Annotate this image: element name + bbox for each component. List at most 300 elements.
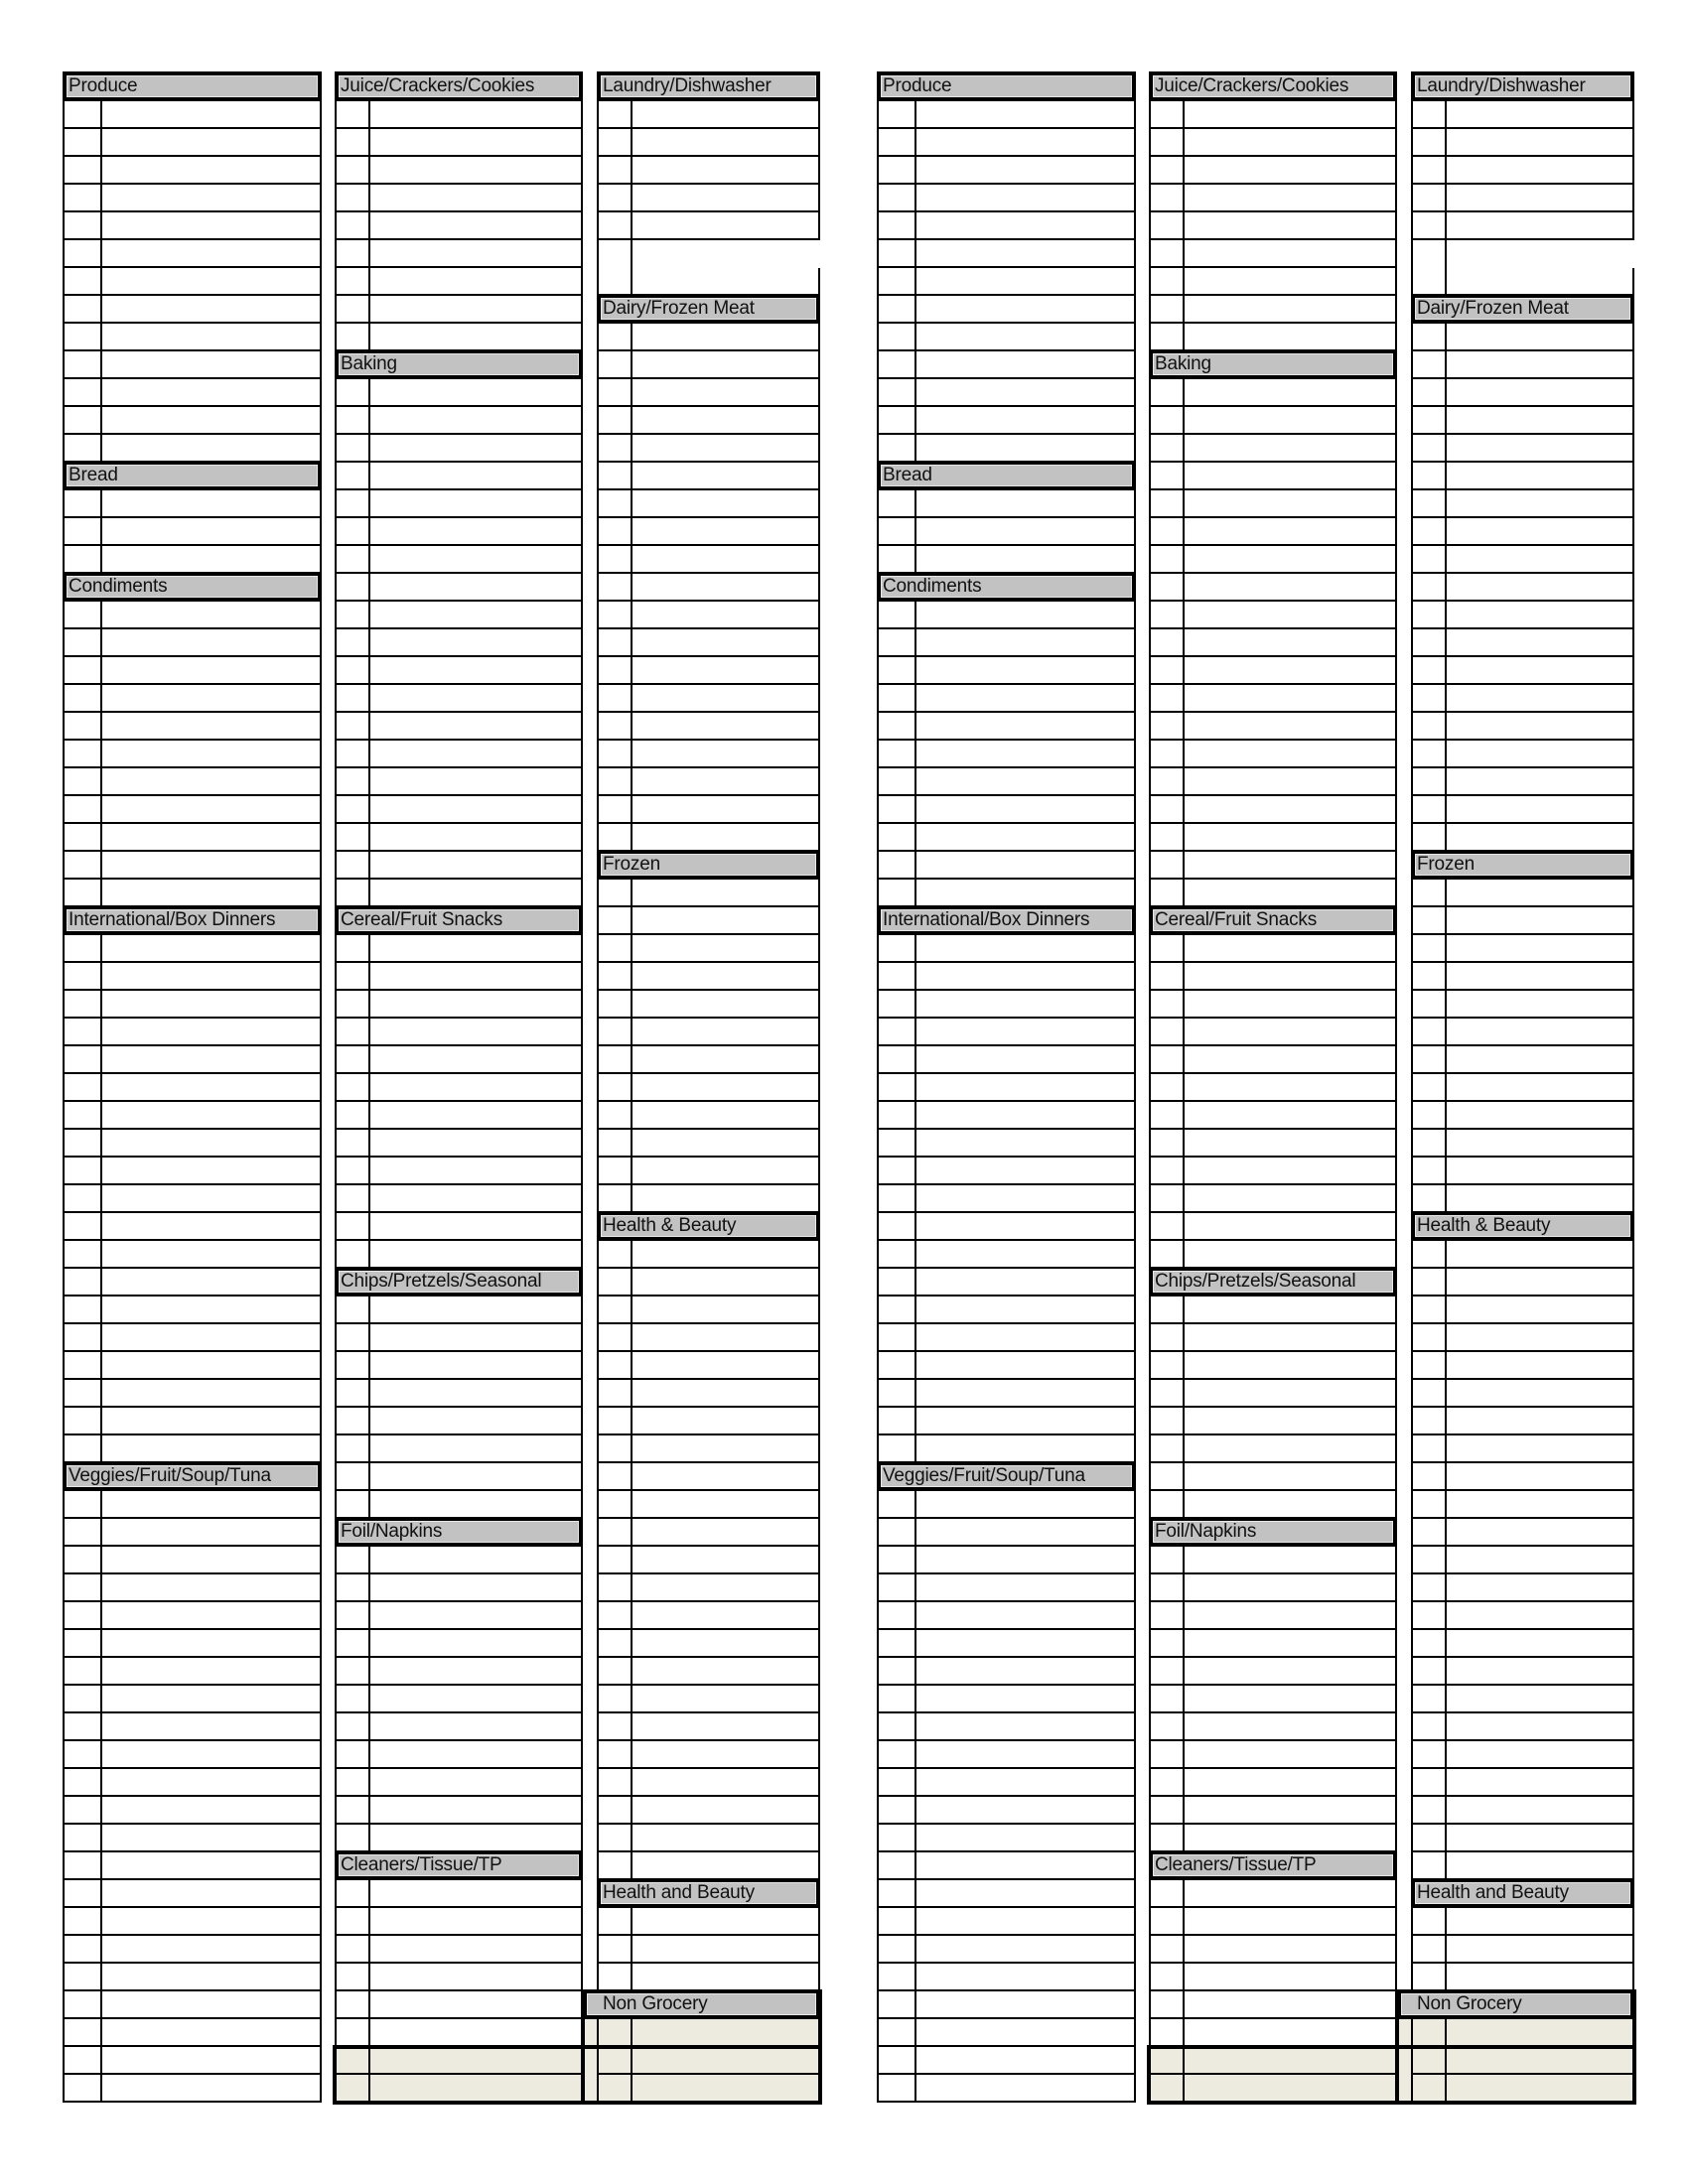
checklist-row[interactable] [1411, 2019, 1634, 2047]
checklist-row[interactable] [1149, 1491, 1397, 1519]
item-entry-field[interactable] [1448, 1463, 1632, 1489]
checklist-row[interactable] [877, 1547, 1136, 1574]
checklist-row[interactable] [877, 1741, 1136, 1769]
checklist-row[interactable] [1411, 1352, 1634, 1380]
checkbox-cell[interactable] [1413, 1408, 1447, 1433]
item-entry-field[interactable] [917, 1519, 1134, 1545]
checkbox-cell[interactable] [879, 685, 916, 711]
checkbox-cell[interactable] [879, 296, 916, 322]
checkbox-cell[interactable] [1151, 1908, 1185, 1934]
checkbox-cell[interactable] [879, 1269, 916, 1295]
checkbox-cell[interactable] [1151, 1102, 1185, 1128]
item-entry-field[interactable] [1186, 1380, 1395, 1406]
checklist-row[interactable] [1411, 1435, 1634, 1463]
checkbox-cell[interactable] [1151, 407, 1185, 433]
checklist-row[interactable] [1149, 2075, 1397, 2103]
checkbox-cell[interactable] [879, 1519, 916, 1545]
checklist-row[interactable] [1411, 546, 1634, 574]
item-entry-field[interactable] [917, 1491, 1134, 1517]
checklist-row[interactable] [877, 1241, 1136, 1269]
checkbox-cell[interactable] [1413, 768, 1447, 794]
item-entry-field[interactable] [1186, 546, 1395, 572]
item-entry-field[interactable] [1448, 324, 1632, 349]
item-entry-field[interactable] [917, 1213, 1134, 1239]
checkbox-cell[interactable] [1151, 963, 1185, 989]
item-entry-field[interactable] [1448, 1602, 1632, 1628]
checklist-row[interactable] [1411, 212, 1634, 240]
checklist-row[interactable] [1411, 129, 1634, 157]
checkbox-cell[interactable] [879, 2019, 916, 2045]
checklist-row[interactable] [1411, 1936, 1634, 1964]
checkbox-cell[interactable] [879, 1825, 916, 1850]
checkbox-cell[interactable] [879, 1713, 916, 1739]
checklist-row[interactable] [877, 963, 1136, 991]
checklist-row[interactable] [877, 1074, 1136, 1102]
checkbox-cell[interactable] [1413, 212, 1447, 238]
checklist-row[interactable] [1411, 351, 1634, 379]
checkbox-cell[interactable] [1413, 685, 1447, 711]
item-entry-field[interactable] [1186, 1324, 1395, 1350]
checkbox-cell[interactable] [1413, 1074, 1447, 1100]
item-entry-field[interactable] [917, 157, 1134, 183]
item-entry-field[interactable] [917, 212, 1134, 238]
checklist-row[interactable] [1149, 852, 1397, 880]
checklist-row[interactable] [877, 824, 1136, 852]
item-entry-field[interactable] [917, 1686, 1134, 1711]
item-entry-field[interactable] [1448, 351, 1632, 377]
checkbox-cell[interactable] [879, 407, 916, 433]
checkbox-cell[interactable] [1151, 463, 1185, 488]
checklist-row[interactable] [1411, 324, 1634, 351]
checkbox-cell[interactable] [1413, 1797, 1447, 1823]
item-entry-field[interactable] [1448, 1435, 1632, 1461]
checklist-row[interactable] [1149, 1769, 1397, 1797]
checklist-row[interactable] [877, 1825, 1136, 1852]
checklist-row[interactable] [1149, 157, 1397, 185]
checkbox-cell[interactable] [1413, 490, 1447, 516]
item-entry-field[interactable] [917, 1713, 1134, 1739]
item-entry-field[interactable] [917, 1380, 1134, 1406]
checklist-row[interactable] [877, 324, 1136, 351]
checklist-row[interactable] [877, 490, 1136, 518]
checkbox-cell[interactable] [1413, 1936, 1447, 1962]
checklist-row[interactable] [1411, 435, 1634, 463]
checkbox-cell[interactable] [1151, 1741, 1185, 1767]
checkbox-cell[interactable] [1151, 852, 1185, 878]
checklist-row[interactable] [1149, 101, 1397, 129]
item-entry-field[interactable] [917, 741, 1134, 766]
checklist-row[interactable] [877, 546, 1136, 574]
item-entry-field[interactable] [917, 1769, 1134, 1795]
checkbox-cell[interactable] [879, 796, 916, 822]
item-entry-field[interactable] [917, 2019, 1134, 2045]
item-entry-field[interactable] [917, 602, 1134, 627]
item-entry-field[interactable] [917, 296, 1134, 322]
item-entry-field[interactable] [1186, 1797, 1395, 1823]
checklist-row[interactable] [1411, 1074, 1634, 1102]
checklist-row[interactable] [1149, 1936, 1397, 1964]
item-entry-field[interactable] [917, 268, 1134, 294]
checkbox-cell[interactable] [1151, 1185, 1185, 1211]
checklist-row[interactable] [1149, 1602, 1397, 1630]
checkbox-cell[interactable] [1413, 880, 1447, 905]
checklist-row[interactable] [1149, 880, 1397, 907]
checkbox-cell[interactable] [1413, 824, 1447, 850]
checklist-row[interactable] [1411, 1713, 1634, 1741]
checklist-row[interactable] [877, 1185, 1136, 1213]
checklist-row[interactable] [877, 2019, 1136, 2047]
item-entry-field[interactable] [1448, 1352, 1632, 1378]
checkbox-cell[interactable] [879, 1074, 916, 1100]
checklist-row[interactable] [1149, 1046, 1397, 1074]
item-entry-field[interactable] [1186, 2075, 1395, 2101]
checkbox-cell[interactable] [1413, 657, 1447, 683]
item-entry-field[interactable] [917, 880, 1134, 905]
checklist-row[interactable] [1411, 1658, 1634, 1686]
checkbox-cell[interactable] [1413, 741, 1447, 766]
item-entry-field[interactable] [1448, 685, 1632, 711]
checklist-row[interactable] [877, 2075, 1136, 2103]
item-entry-field[interactable] [917, 1547, 1134, 1572]
checkbox-cell[interactable] [879, 1241, 916, 1267]
item-entry-field[interactable] [1186, 685, 1395, 711]
checklist-row[interactable] [1411, 1852, 1634, 1880]
checklist-row[interactable] [1149, 518, 1397, 546]
checkbox-cell[interactable] [1151, 1324, 1185, 1350]
checklist-row[interactable] [877, 435, 1136, 463]
checklist-row[interactable] [1149, 1797, 1397, 1825]
checklist-row[interactable] [877, 1880, 1136, 1908]
item-entry-field[interactable] [1448, 1852, 1632, 1878]
item-entry-field[interactable] [917, 796, 1134, 822]
item-entry-field[interactable] [1448, 1630, 1632, 1656]
checkbox-cell[interactable] [1151, 824, 1185, 850]
checklist-row[interactable] [1149, 657, 1397, 685]
checkbox-cell[interactable] [1413, 2019, 1447, 2045]
checklist-row[interactable] [877, 768, 1136, 796]
checkbox-cell[interactable] [1413, 1158, 1447, 1183]
checklist-row[interactable] [1411, 1547, 1634, 1574]
checkbox-cell[interactable] [1413, 1686, 1447, 1711]
checkbox-cell[interactable] [1151, 713, 1185, 739]
checklist-row[interactable] [877, 518, 1136, 546]
checkbox-cell[interactable] [1151, 490, 1185, 516]
item-entry-field[interactable] [917, 185, 1134, 210]
item-entry-field[interactable] [1186, 379, 1395, 405]
checkbox-cell[interactable] [1151, 1380, 1185, 1406]
checklist-row[interactable] [1149, 379, 1397, 407]
checkbox-cell[interactable] [1151, 574, 1185, 600]
item-entry-field[interactable] [1186, 880, 1395, 905]
checkbox-cell[interactable] [879, 1019, 916, 1044]
checkbox-cell[interactable] [879, 1213, 916, 1239]
item-entry-field[interactable] [1186, 1408, 1395, 1433]
checklist-row[interactable] [1149, 1297, 1397, 1324]
item-entry-field[interactable] [1186, 1713, 1395, 1739]
checklist-row[interactable] [877, 1769, 1136, 1797]
checklist-row[interactable] [877, 1602, 1136, 1630]
checklist-row[interactable] [1149, 1713, 1397, 1741]
checklist-row[interactable] [1149, 629, 1397, 657]
checklist-row[interactable] [877, 268, 1136, 296]
checkbox-cell[interactable] [879, 602, 916, 627]
checkbox-cell[interactable] [879, 435, 916, 461]
checklist-row[interactable] [1411, 963, 1634, 991]
item-entry-field[interactable] [917, 1408, 1134, 1433]
checkbox-cell[interactable] [879, 185, 916, 210]
checkbox-cell[interactable] [1413, 1380, 1447, 1406]
checklist-row[interactable] [1149, 963, 1397, 991]
checkbox-cell[interactable] [1413, 1435, 1447, 1461]
checklist-row[interactable] [1411, 1130, 1634, 1158]
checklist-row[interactable] [877, 880, 1136, 907]
item-entry-field[interactable] [917, 1574, 1134, 1600]
checklist-row[interactable] [877, 602, 1136, 629]
item-entry-field[interactable] [1186, 991, 1395, 1017]
checkbox-cell[interactable] [1151, 379, 1185, 405]
item-entry-field[interactable] [1186, 1964, 1395, 1989]
item-entry-field[interactable] [917, 1825, 1134, 1850]
checkbox-cell[interactable] [1413, 1741, 1447, 1767]
checklist-row[interactable] [1149, 324, 1397, 351]
checklist-row[interactable] [877, 1491, 1136, 1519]
checkbox-cell[interactable] [879, 852, 916, 878]
checklist-row[interactable] [877, 685, 1136, 713]
checkbox-cell[interactable] [1151, 296, 1185, 322]
checkbox-cell[interactable] [1413, 1102, 1447, 1128]
checklist-row[interactable] [1411, 1241, 1634, 1269]
checkbox-cell[interactable] [1151, 1574, 1185, 1600]
item-entry-field[interactable] [1186, 324, 1395, 349]
item-entry-field[interactable] [917, 1297, 1134, 1322]
item-entry-field[interactable] [917, 546, 1134, 572]
item-entry-field[interactable] [917, 768, 1134, 794]
item-entry-field[interactable] [1448, 741, 1632, 766]
checkbox-cell[interactable] [1413, 907, 1447, 933]
checklist-row[interactable] [1411, 1908, 1634, 1936]
checklist-row[interactable] [1411, 1185, 1634, 1213]
checkbox-cell[interactable] [1151, 435, 1185, 461]
checkbox-cell[interactable] [879, 935, 916, 961]
checkbox-cell[interactable] [879, 324, 916, 349]
checklist-row[interactable] [1411, 490, 1634, 518]
checkbox-cell[interactable] [1413, 1825, 1447, 1850]
checkbox-cell[interactable] [1413, 129, 1447, 155]
checkbox-cell[interactable] [1413, 2047, 1447, 2073]
checklist-row[interactable] [877, 129, 1136, 157]
item-entry-field[interactable] [1186, 1602, 1395, 1628]
checklist-row[interactable] [1411, 240, 1634, 268]
checkbox-cell[interactable] [1413, 1269, 1447, 1295]
checklist-row[interactable] [1149, 1880, 1397, 1908]
item-entry-field[interactable] [917, 1185, 1134, 1211]
checkbox-cell[interactable] [1151, 1797, 1185, 1823]
item-entry-field[interactable] [1448, 1713, 1632, 1739]
item-entry-field[interactable] [1448, 935, 1632, 961]
checkbox-cell[interactable] [1413, 546, 1447, 572]
checklist-row[interactable] [1149, 1380, 1397, 1408]
checkbox-cell[interactable] [1413, 1852, 1447, 1878]
item-entry-field[interactable] [1186, 1463, 1395, 1489]
checklist-row[interactable] [877, 1046, 1136, 1074]
checklist-row[interactable] [1149, 1825, 1397, 1852]
checklist-row[interactable] [1149, 185, 1397, 212]
checklist-row[interactable] [1411, 1964, 1634, 1991]
checkbox-cell[interactable] [879, 490, 916, 516]
checkbox-cell[interactable] [879, 1658, 916, 1684]
checkbox-cell[interactable] [1413, 185, 1447, 210]
checkbox-cell[interactable] [1151, 212, 1185, 238]
checkbox-cell[interactable] [1151, 546, 1185, 572]
checkbox-cell[interactable] [1151, 1241, 1185, 1267]
checklist-row[interactable] [1149, 1324, 1397, 1352]
checklist-row[interactable] [1411, 1825, 1634, 1852]
item-entry-field[interactable] [1448, 629, 1632, 655]
checkbox-cell[interactable] [1413, 991, 1447, 1017]
item-entry-field[interactable] [917, 379, 1134, 405]
checkbox-cell[interactable] [1151, 1463, 1185, 1489]
item-entry-field[interactable] [1186, 629, 1395, 655]
checkbox-cell[interactable] [1151, 1130, 1185, 1156]
item-entry-field[interactable] [1448, 463, 1632, 488]
checkbox-cell[interactable] [879, 657, 916, 683]
item-entry-field[interactable] [917, 1797, 1134, 1823]
checklist-row[interactable] [1149, 212, 1397, 240]
checkbox-cell[interactable] [879, 1686, 916, 1711]
checklist-row[interactable] [1411, 574, 1634, 602]
item-entry-field[interactable] [917, 1630, 1134, 1656]
checkbox-cell[interactable] [879, 1491, 916, 1517]
checklist-row[interactable] [1411, 685, 1634, 713]
checkbox-cell[interactable] [879, 1408, 916, 1433]
checkbox-cell[interactable] [1413, 713, 1447, 739]
checklist-row[interactable] [1411, 1630, 1634, 1658]
checkbox-cell[interactable] [1151, 1158, 1185, 1183]
checkbox-cell[interactable] [1151, 768, 1185, 794]
item-entry-field[interactable] [1186, 1102, 1395, 1128]
item-entry-field[interactable] [1448, 1324, 1632, 1350]
item-entry-field[interactable] [1186, 435, 1395, 461]
checkbox-cell[interactable] [1151, 1713, 1185, 1739]
checklist-row[interactable] [1411, 1797, 1634, 1825]
checklist-row[interactable] [1411, 713, 1634, 741]
item-entry-field[interactable] [917, 1269, 1134, 1295]
checklist-row[interactable] [1411, 1046, 1634, 1074]
checklist-row[interactable] [1149, 1463, 1397, 1491]
checklist-row[interactable] [877, 1158, 1136, 1185]
item-entry-field[interactable] [1186, 1630, 1395, 1656]
checkbox-cell[interactable] [1413, 518, 1447, 544]
checklist-row[interactable] [1411, 1102, 1634, 1130]
item-entry-field[interactable] [1448, 129, 1632, 155]
checklist-row[interactable] [877, 1297, 1136, 1324]
checklist-row[interactable] [877, 1630, 1136, 1658]
item-entry-field[interactable] [1186, 852, 1395, 878]
checklist-row[interactable] [877, 1380, 1136, 1408]
checklist-row[interactable] [1149, 1574, 1397, 1602]
checkbox-cell[interactable] [1413, 435, 1447, 461]
item-entry-field[interactable] [917, 1852, 1134, 1878]
checklist-row[interactable] [1149, 2047, 1397, 2075]
item-entry-field[interactable] [1186, 1046, 1395, 1072]
item-entry-field[interactable] [917, 852, 1134, 878]
item-entry-field[interactable] [1186, 741, 1395, 766]
checklist-row[interactable] [1411, 991, 1634, 1019]
checkbox-cell[interactable] [1151, 240, 1185, 266]
item-entry-field[interactable] [917, 1074, 1134, 1100]
item-entry-field[interactable] [1448, 796, 1632, 822]
item-entry-field[interactable] [917, 1964, 1134, 1989]
checkbox-cell[interactable] [1413, 1491, 1447, 1517]
checkbox-cell[interactable] [1413, 157, 1447, 183]
item-entry-field[interactable] [1448, 1769, 1632, 1795]
checklist-row[interactable] [1149, 1019, 1397, 1046]
item-entry-field[interactable] [1448, 1185, 1632, 1211]
checkbox-cell[interactable] [879, 963, 916, 989]
item-entry-field[interactable] [1186, 1936, 1395, 1962]
checklist-row[interactable] [1149, 685, 1397, 713]
item-entry-field[interactable] [1186, 713, 1395, 739]
checkbox-cell[interactable] [1151, 657, 1185, 683]
checkbox-cell[interactable] [1413, 963, 1447, 989]
checkbox-cell[interactable] [1413, 1185, 1447, 1211]
checkbox-cell[interactable] [879, 2047, 916, 2073]
checklist-row[interactable] [1149, 796, 1397, 824]
checkbox-cell[interactable] [1151, 1547, 1185, 1572]
item-entry-field[interactable] [917, 490, 1134, 516]
item-entry-field[interactable] [1448, 1408, 1632, 1433]
checkbox-cell[interactable] [879, 1046, 916, 1072]
checklist-row[interactable] [877, 1936, 1136, 1964]
item-entry-field[interactable] [1186, 1130, 1395, 1156]
checklist-row[interactable] [1149, 546, 1397, 574]
item-entry-field[interactable] [1448, 240, 1634, 268]
checklist-row[interactable] [877, 1964, 1136, 1991]
checklist-row[interactable] [1411, 824, 1634, 852]
item-entry-field[interactable] [917, 1046, 1134, 1072]
checklist-row[interactable] [877, 1574, 1136, 1602]
checkbox-cell[interactable] [879, 1964, 916, 1989]
checklist-row[interactable] [1149, 1964, 1397, 1991]
item-entry-field[interactable] [917, 129, 1134, 155]
checkbox-cell[interactable] [1151, 101, 1185, 127]
checklist-row[interactable] [1411, 463, 1634, 490]
item-entry-field[interactable] [1448, 1158, 1632, 1183]
checklist-row[interactable] [1149, 1352, 1397, 1380]
item-entry-field[interactable] [917, 101, 1134, 127]
item-entry-field[interactable] [1448, 768, 1632, 794]
checkbox-cell[interactable] [879, 629, 916, 655]
checkbox-cell[interactable] [879, 1880, 916, 1906]
checklist-row[interactable] [1149, 1241, 1397, 1269]
item-entry-field[interactable] [1448, 824, 1632, 850]
item-entry-field[interactable] [1448, 268, 1632, 294]
checkbox-cell[interactable] [1413, 602, 1447, 627]
item-entry-field[interactable] [1186, 268, 1395, 294]
checklist-row[interactable] [1149, 1102, 1397, 1130]
checkbox-cell[interactable] [1151, 1880, 1185, 1906]
item-entry-field[interactable] [1186, 157, 1395, 183]
checklist-row[interactable] [1411, 629, 1634, 657]
item-entry-field[interactable] [1186, 1991, 1395, 2017]
checkbox-cell[interactable] [879, 1324, 916, 1350]
checklist-row[interactable] [1411, 101, 1634, 129]
checkbox-cell[interactable] [879, 1630, 916, 1656]
checkbox-cell[interactable] [1413, 574, 1447, 600]
item-entry-field[interactable] [917, 657, 1134, 683]
checkbox-cell[interactable] [879, 101, 916, 127]
checklist-row[interactable] [877, 1269, 1136, 1297]
